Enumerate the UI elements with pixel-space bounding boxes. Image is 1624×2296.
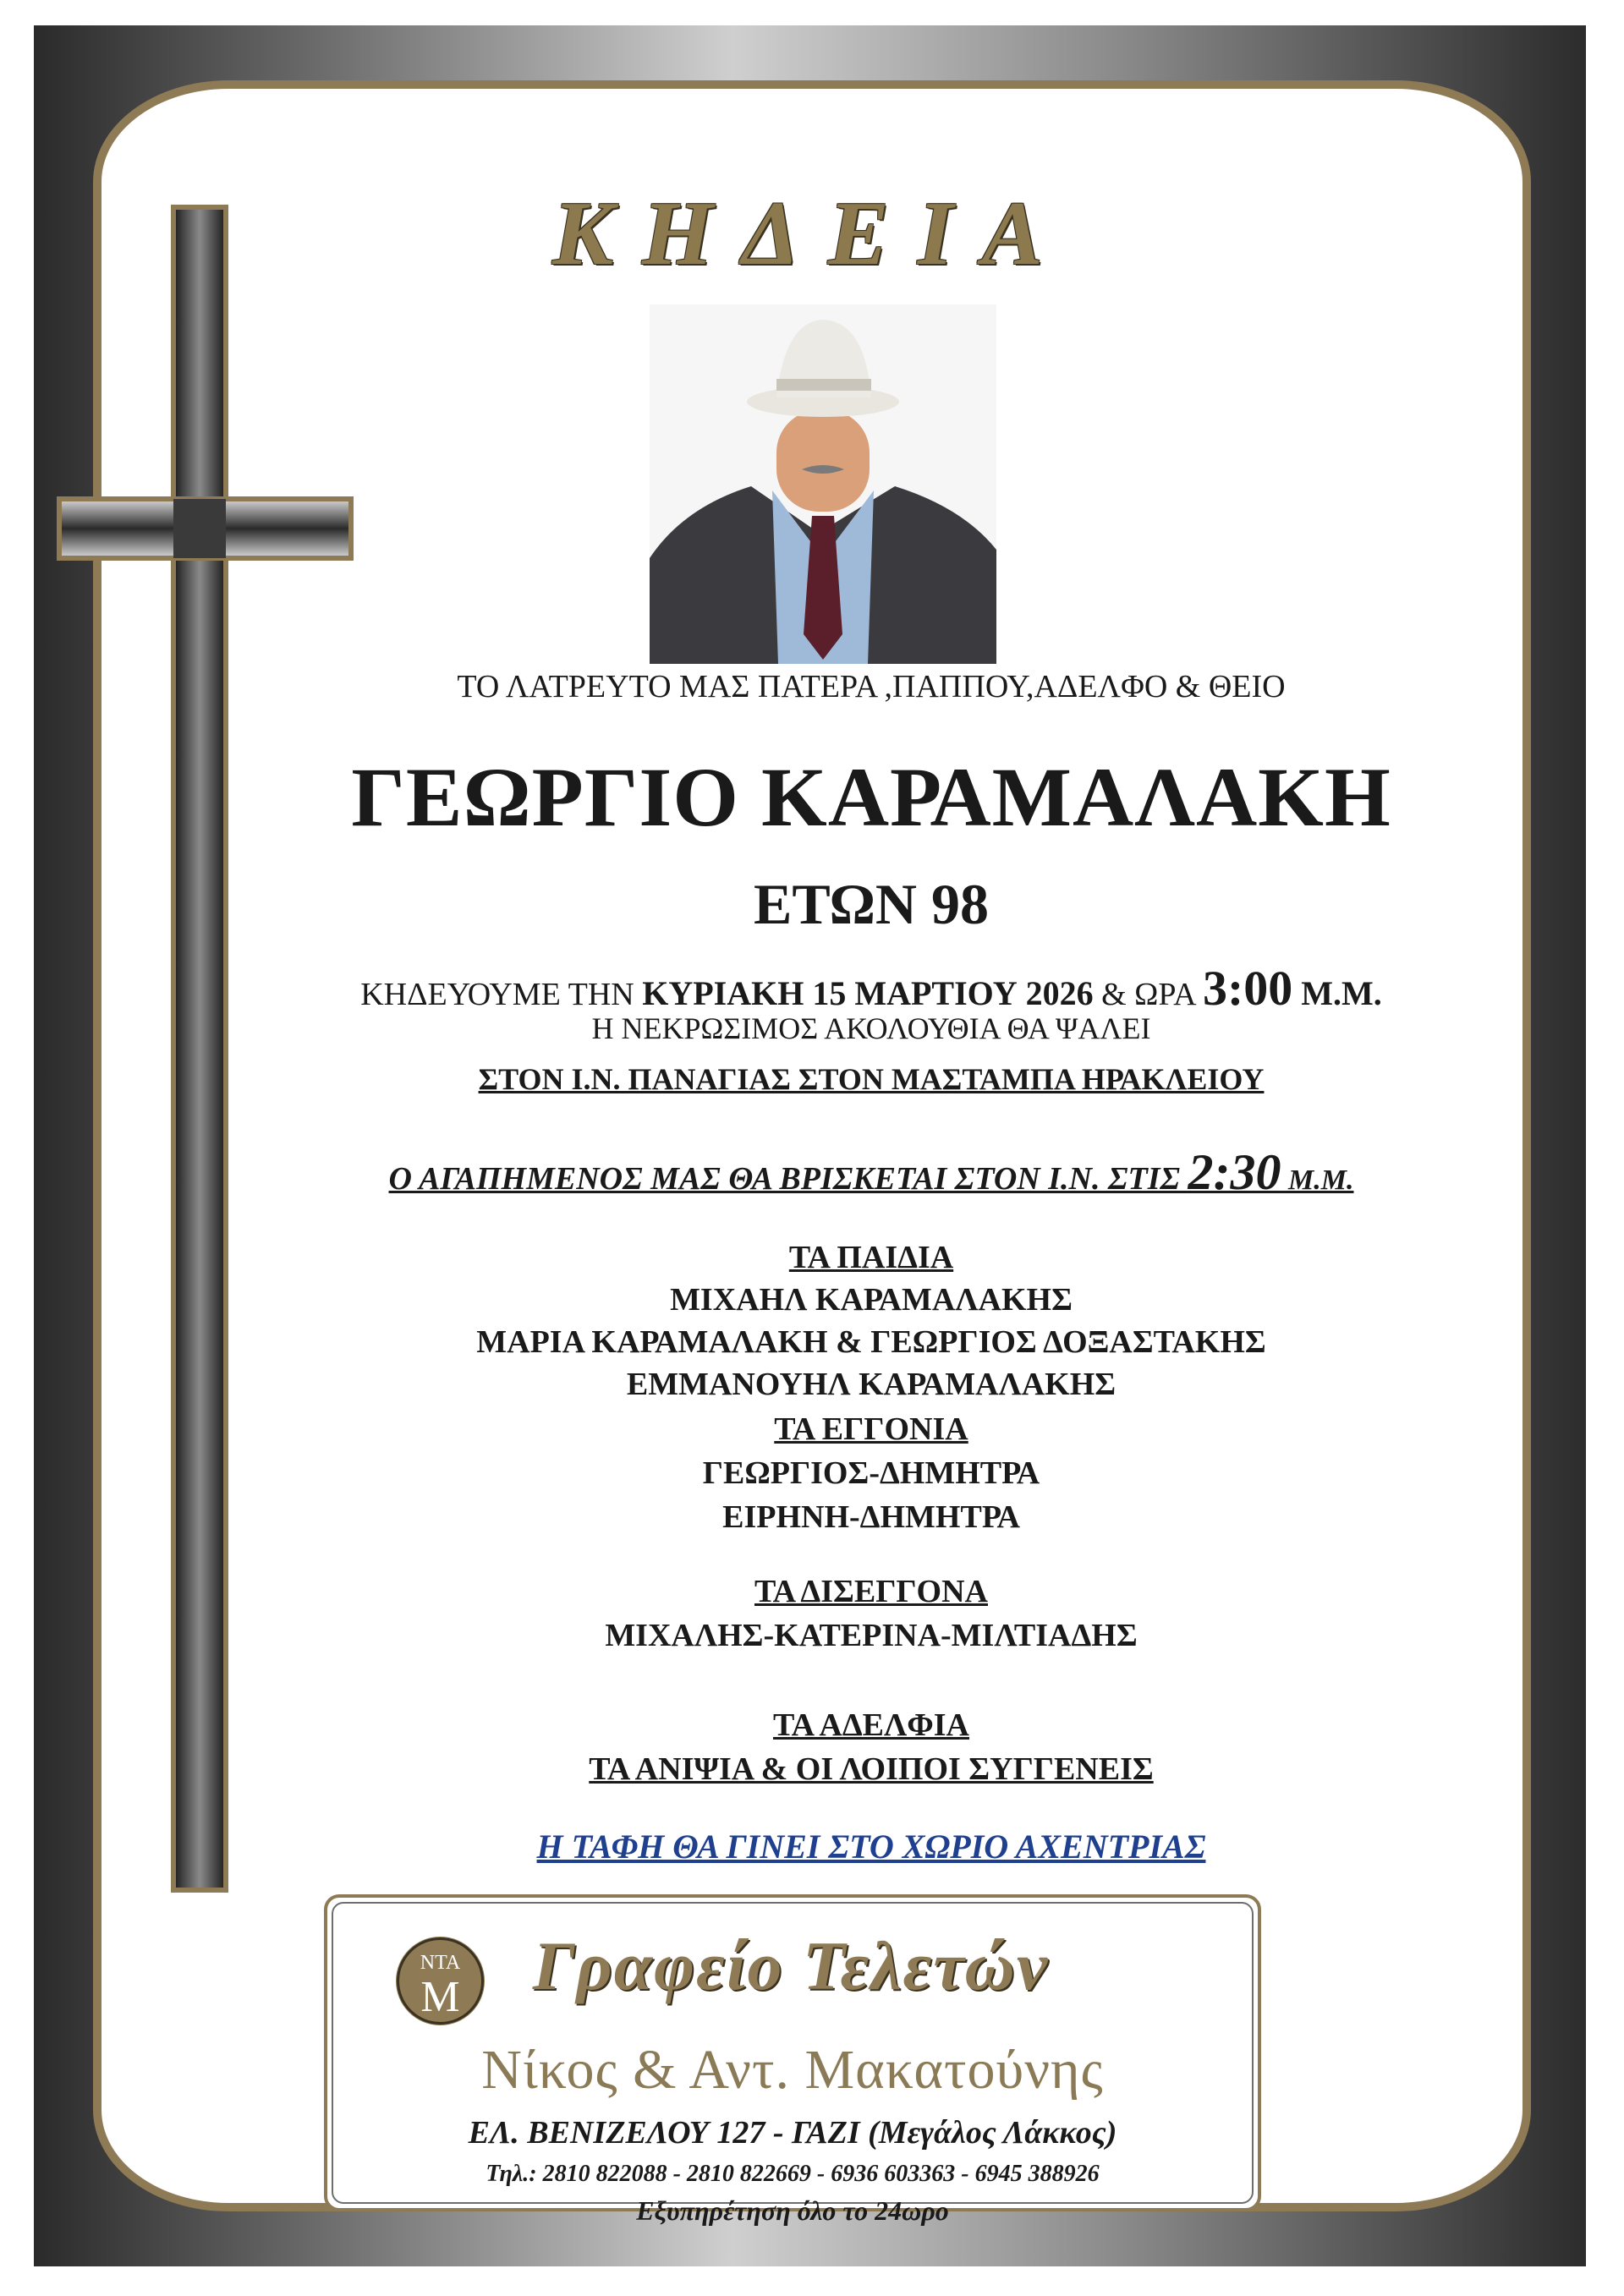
funeral-home-logo [396, 1937, 485, 2025]
child-name: ΜΙΧΑΗΛ ΚΑΡΑΜΑΛΑΚΗΣ [670, 1282, 1073, 1318]
funeral-home-address: ΕΛ. ΒΕΝΙΖΕΛΟΥ 127 - ΓΑΖΙ (Μεγάλος Λάκκος) [468, 2115, 1117, 2151]
funeral-suffix: Μ.Μ. [1292, 974, 1382, 1012]
notice-title: ΚΗΔΕΙΑ [552, 184, 1072, 284]
svg-text:ΝΤΑ: ΝΤΑ [420, 1952, 461, 1974]
presence-time: 2:30 [1188, 1144, 1281, 1200]
grandchild-name: ΕΙΡΗΝΗ-ΔΗΜΗΤΡΑ [722, 1499, 1020, 1535]
deceased-name: ΓΕΩΡΓΙΟ ΚΑΡΑΜΑΛΑΚΗ [351, 750, 1391, 844]
grandchildren-heading: ΤΑ ΕΓΓΟΝΙΑ [774, 1411, 968, 1447]
relatives-text: ΤΑ ΑΝΙΨΙΑ & ΟΙ ΛΟΙΠΟΙ ΣΥΓΓΕΝΕΙΣ [589, 1751, 1154, 1787]
intro-text: ΤΟ ΛΑΤΡΕΥΤΟ ΜΑΣ ΠΑΤΕΡΑ ,ΠΑΠΠΟΥ,ΑΔΕΛΦΟ & ΘΕΙΟ [457, 669, 1286, 704]
grandchild-name: ΓΕΩΡΓΙΟΣ-ΔΗΜΗΤΡΑ [702, 1455, 1040, 1491]
funeral-home-title: Γραφείο Τελετών [533, 1927, 1050, 2004]
funeral-home-phones: Τηλ.: 2810 822088 - 2810 822669 - 6936 603363 - 6945 388926 [486, 2161, 1100, 2187]
deceased-age: ΕΤΩΝ 98 [753, 872, 990, 936]
siblings-heading: ΤΑ ΑΔΕΛΦΙΑ [773, 1707, 969, 1743]
deceased-photo [650, 304, 996, 664]
great-grandchildren-names: ΜΙΧΑΛΗΣ-ΚΑΤΕΡΙΝΑ-ΜΙΛΤΙΑΔΗΣ [605, 1618, 1138, 1653]
funeral-date: ΚΥΡΙΑΚΗ 15 ΜΑΡΤΙΟΥ 2026 [642, 974, 1094, 1012]
child-name: ΕΜΜΑΝΟΥΗΛ ΚΑΡΑΜΑΛΑΚΗΣ [626, 1367, 1116, 1402]
children-heading: ΤΑ ΠΑΙΔΙΑ [788, 1240, 954, 1275]
funeral-prefix: ΚΗΔΕΥΟΥΜΕ ΤΗΝ [360, 977, 643, 1012]
svg-text:M: M [420, 1973, 460, 2021]
funeral-home-hours: Εξυπηρέτηση όλο το 24ωρο [636, 2195, 949, 2226]
funeral-time: 3:00 [1202, 961, 1293, 1016]
great-grandchildren-heading: ΤΑ ΔΙΣΕΓΓΟΝΑ [754, 1574, 988, 1609]
funeral-datetime [211, 960, 1531, 1016]
presence-main: Ο ΑΓΑΠΗΜΕΝΟΣ ΜΑΣ ΘΑ ΒΡΙΣΚΕΤΑΙ ΣΤΟΝ Ι.Ν. ΣΤΙΣ [388, 1161, 1188, 1197]
presence-suffix: Μ.Μ. [1281, 1164, 1354, 1196]
service-text: Η ΝΕΚΡΩΣΙΜΟΣ ΑΚΟΛΟΥΘΙΑ ΘΑ ΨΑΛΕΙ [591, 1011, 1151, 1045]
funeral-middle: & ΩΡΑ [1093, 977, 1203, 1012]
child-name: ΜΑΡΙΑ ΚΑΡΑΜΑΛΑΚΗ & ΓΕΩΡΓΙΟΣ ΔΟΞΑΣΤΑΚΗΣ [476, 1324, 1266, 1360]
church-text: ΣΤΟΝ Ι.Ν. ΠΑΝΑΓΙΑΣ ΣΤΟΝ ΜΑΣΤΑΜΠΑ ΗΡΑΚΛΕΙΟΥ [478, 1062, 1265, 1096]
funeral-home-owners: Νίκος & Αντ. Μακατούνης [481, 2039, 1104, 2101]
presence-text [211, 1143, 1531, 1202]
burial-text: Η ΤΑΦΗ ΘΑ ΓΙΝΕΙ ΣΤΟ ΧΩΡΙΟ ΑΧΕΝΤΡΙΑΣ [536, 1827, 1206, 1866]
